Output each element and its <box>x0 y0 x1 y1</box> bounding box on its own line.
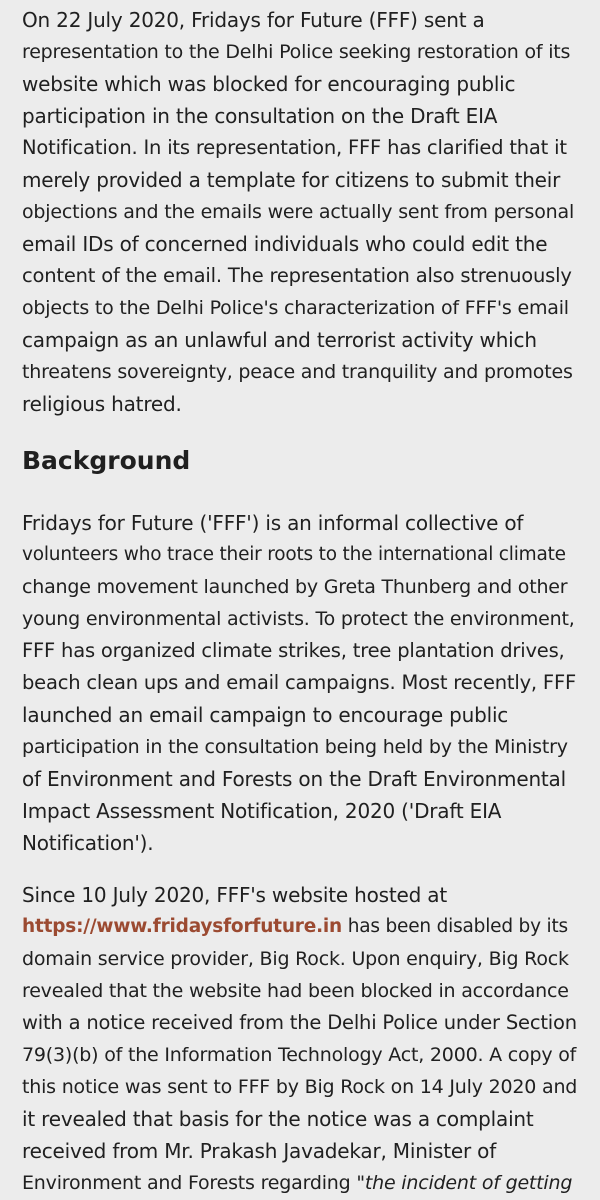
text-line: Notification. In its representation, FFF has clarified that it <box>22 136 567 159</box>
text-line: website which was blocked for encouraging public <box>22 72 516 96</box>
text-line: revealed that the website had been blocked in accordance <box>22 980 569 1002</box>
text-line: young environmental activists. To protect the environment, <box>22 608 575 630</box>
fff-website-link[interactable]: https://www.fridaysforfuture.in <box>22 916 343 937</box>
text-fragment: Environment and Forests regarding <box>22 1172 357 1194</box>
text-line: domain service provider, Big Rock. Upon enquiry, Big Rock <box>22 948 569 970</box>
text-line: objects to the Delhi Police's characterization of FFF's email <box>22 297 569 319</box>
section-heading-background: Background <box>22 446 191 475</box>
text-line: Notification'). <box>22 831 154 855</box>
text-line: content of the email. The representation also strenuously <box>22 264 572 287</box>
paragraph-spacer <box>22 859 578 879</box>
text-line: participation in the consultation on the Draft EIA <box>22 104 498 128</box>
text-line: beach clean ups and email campaigns. Most recently, FFF <box>22 671 576 694</box>
text-line: religious hatred. <box>22 392 182 416</box>
text-line: Impact Assessment Notification, 2020 ('Draft EIA <box>22 799 502 823</box>
text-line: change movement launched by Greta Thunberg and other <box>22 576 568 598</box>
text-line: threatens sovereignty, peace and tranquility and promotes <box>22 361 573 383</box>
text-line: Fridays for Future ('FFF') is an informal collective of <box>22 511 524 535</box>
text-line: this notice was sent to FFF by Big Rock on 14 July 2020 and <box>22 1076 578 1098</box>
text-line: Since 10 July 2020, FFF's website hosted at <box>22 883 447 907</box>
text-line: On 22 July 2020, Fridays for Future (FFF) sent a <box>22 8 485 32</box>
text-line: 79(3)(b) of the Information Technology Act, 2000. A copy of <box>22 1044 577 1066</box>
text-line <box>22 1167 578 1199</box>
text-line: objections and the emails were actually sent from personal <box>22 201 575 223</box>
text-line: participation in the consultation being held by the Ministry <box>22 736 568 758</box>
text-line: email IDs of concerned individuals who could edit the <box>22 232 548 256</box>
text-line: FFF has organized climate strikes, tree plantation drives, <box>22 639 565 662</box>
text-fragment: has been disabled by its <box>342 916 568 937</box>
paragraph-representation <box>22 0 578 420</box>
text-line <box>22 911 578 943</box>
text-line: launched an email campaign to encourage public <box>22 703 509 727</box>
quoted-text: "the incident of getting <box>356 1172 573 1194</box>
text-line: of Environment and Forests on the Draft Environmental <box>22 767 566 791</box>
text-line: volunteers who trace their roots to the international climate <box>22 544 566 565</box>
paragraph-background <box>22 507 578 859</box>
text-line: it revealed that basis for the notice was a complaint <box>22 1107 534 1131</box>
text-line: merely provided a template for citizens to submit their <box>22 168 561 192</box>
text-line: received from Mr. Prakash Javadekar, Minister of <box>22 1139 497 1163</box>
text-line: campaign as an unlawful and terrorist activity which <box>22 328 537 352</box>
paragraph-website-blocked <box>22 879 578 1199</box>
text-line: representation to the Delhi Police seeking restoration of its <box>22 41 571 63</box>
text-line: with a notice received from the Delhi Police under Section <box>22 1011 577 1034</box>
